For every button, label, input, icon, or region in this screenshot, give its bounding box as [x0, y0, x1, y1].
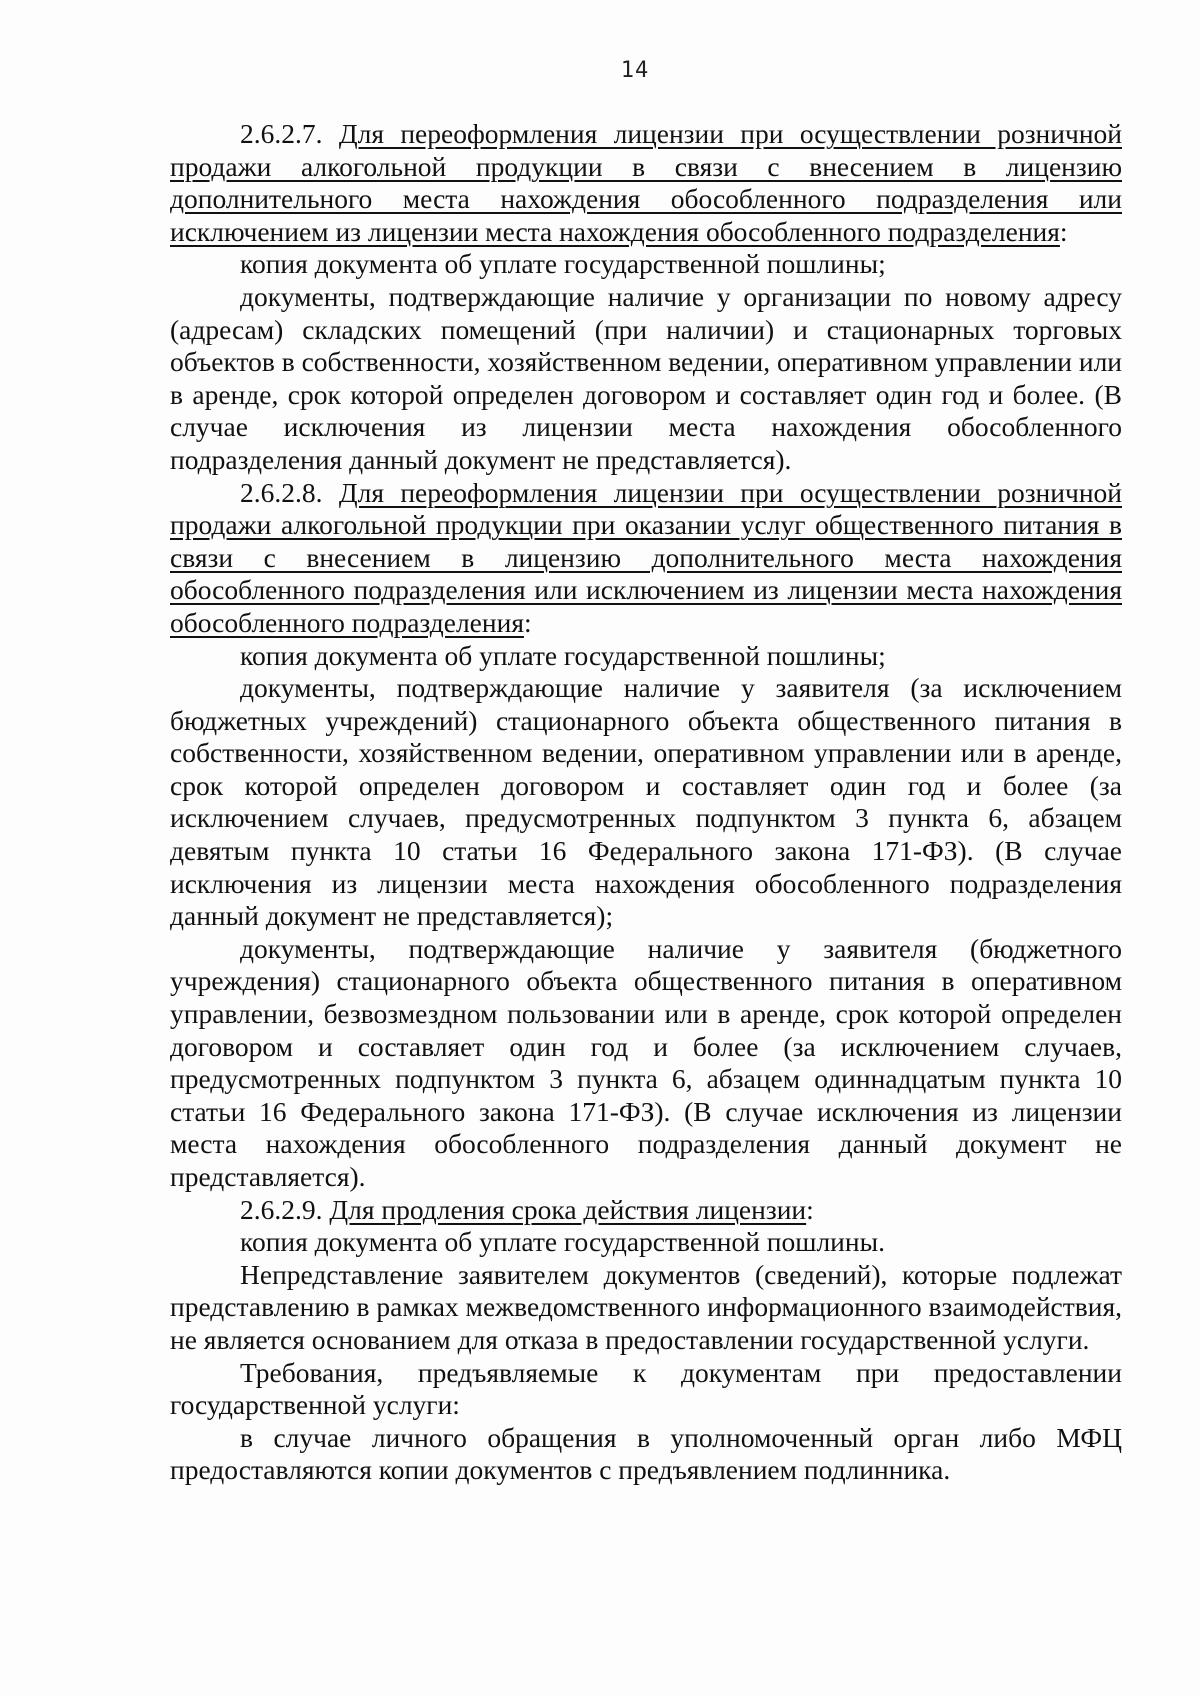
page-number: 14	[620, 58, 650, 83]
paragraph: копия документа об уплате государственной пошлины.	[240, 1226, 885, 1258]
paragraph: документы, подтверждающие наличие у заявителя (бюджетного учреждения) стационарного объекта общественного питания в оперативном управлении, безвозмездном пользовании или в аренде, срок которой определен договором и составляет один год и более (за исключением случаев, предусмотренных подпунктом 3 пункта 6, абзацем одиннадцатым пункта 10 статьи 16 Федерального закона 171-ФЗ). (В случае исключения из лицензии места нахождения обособленного подразделения данный документ не представляется).	[170, 932, 1122, 1192]
document-body	[170, 118, 1122, 1487]
paragraph: Непредставление заявителем документов (сведений), которые подлежат представлению в рамках межведомственного информационного взаимодействия, не является основанием для отказа в предоставлении государственной услуги.	[170, 1258, 1122, 1355]
section-2-6-2-7-heading: 2.6.2.7. Для переоформления лицензии при осуществлении розничной продажи алкогольной продукции в связи с внесением в лицензию дополнительного места нахождения обособленного подразделения или исключением из лицензии места нахождения обособленного подразделения:	[170, 118, 1123, 247]
paragraph: Требования, предъявляемые к документам при предоставлении государственной услуги:	[170, 1356, 1122, 1421]
paragraph: копия документа об уплате государственной пошлины;	[240, 248, 886, 280]
paragraph: в случае личного обращения в уполномоченный орган либо МФЦ предоставляются копии документов с предъявлением подлинника.	[170, 1421, 1122, 1486]
paragraph: документы, подтверждающие наличие у организации по новому адресу (адресам) складских помещений (при наличии) и стационарных торговых объектов в собственности, хозяйственном ведении, оперативном управлении или в аренде, срок которой определен договором и составляет один год и более. (В случае исключения из лицензии места нахождения обособленного подразделения данный документ не представляется).	[170, 280, 1123, 475]
section-2-6-2-8-heading: 2.6.2.8. Для переоформления лицензии при осуществлении розничной продажи алкогольной продукции при оказании услуг общественного питания в связи с внесением в лицензию дополнительного места нахождения обособленного подразделения или исключением из лицензии места нахождения обособленного подразделения:	[170, 476, 1123, 638]
section-2-6-2-9-heading: 2.6.2.9. Для продления срока действия лицензии:	[240, 1193, 814, 1225]
paragraph: документы, подтверждающие наличие у заявителя (за исключением бюджетных учреждений) стационарного объекта общественного питания в собственности, хозяйственном ведении, оперативном управлении или в аренде, срок которой определен договором и составляет один год и более (за исключением случаев, предусмотренных подпунктом 3 пункта 6, абзацем девятым пункта 10 статьи 16 Федерального закона 171-ФЗ). (В случае исключения из лицензии места нахождения обособленного подразделения данный документ не представляется);	[170, 672, 1122, 932]
paragraph: копия документа об уплате государственной пошлины;	[240, 639, 886, 671]
